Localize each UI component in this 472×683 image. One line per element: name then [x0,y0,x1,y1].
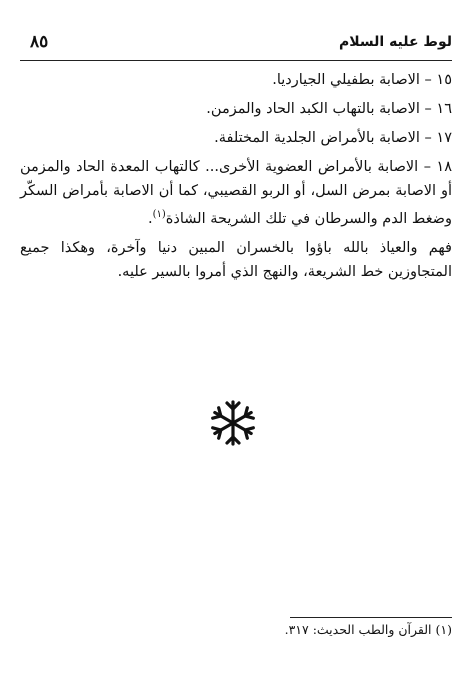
footnote [285,622,452,637]
list-item-16: ١٦ – الاصابة بالتهاب الكبد الحاد والمزمن. [206,101,452,117]
footnote-rule [290,617,452,618]
header-rule [20,60,452,61]
list-item-15: ١٥ – الاصابة بطفيلي الجيارديا. [272,72,452,88]
footnote-text: القرآن والطب الحديث: ٣١٧. [284,622,432,637]
list-item-18-text: ١٨ – الاصابة بالأمراض العضوية الأخرى... كالتهاب المعدة الحاد والمزمن أو الاصابة بمرض السل، أو الربو القصيبي، كما أن الاصابة بأمراض السكّر وضغط الدم والسرطان في تلك الشريحة الشاذة [20,159,452,227]
running-title: لوط عليه السلام [339,34,452,50]
list-item-17: ١٧ – الاصابة بالأمراض الجلدية المختلفة. [214,130,452,146]
snowflake-ornament-icon [208,398,258,448]
closing-paragraph: فهم والعياذ بالله باؤوا بالخسران المبين دنيا وآخرة، وهكذا جميع المتجاوزين خط الشريعة، والنهج الذي أمروا بالسير عليه. [20,239,452,280]
body-text [20,68,452,289]
footnote-reference: (١) [152,209,166,220]
page-number: ٨٥ [30,32,49,52]
list-item-18: ١٨ – الاصابة بالأمراض العضوية الأخرى... كالتهاب المعدة الحاد والمزمن أو الاصابة بمرض السل، أو الربو القصيبي، كما أن الاصابة بأمراض السكّر وضغط الدم والسرطان في تلك الشريحة الشاذة$^{(١)}$. [20,159,452,227]
page-header [20,28,452,58]
footnote-marker: (١) [435,622,452,637]
